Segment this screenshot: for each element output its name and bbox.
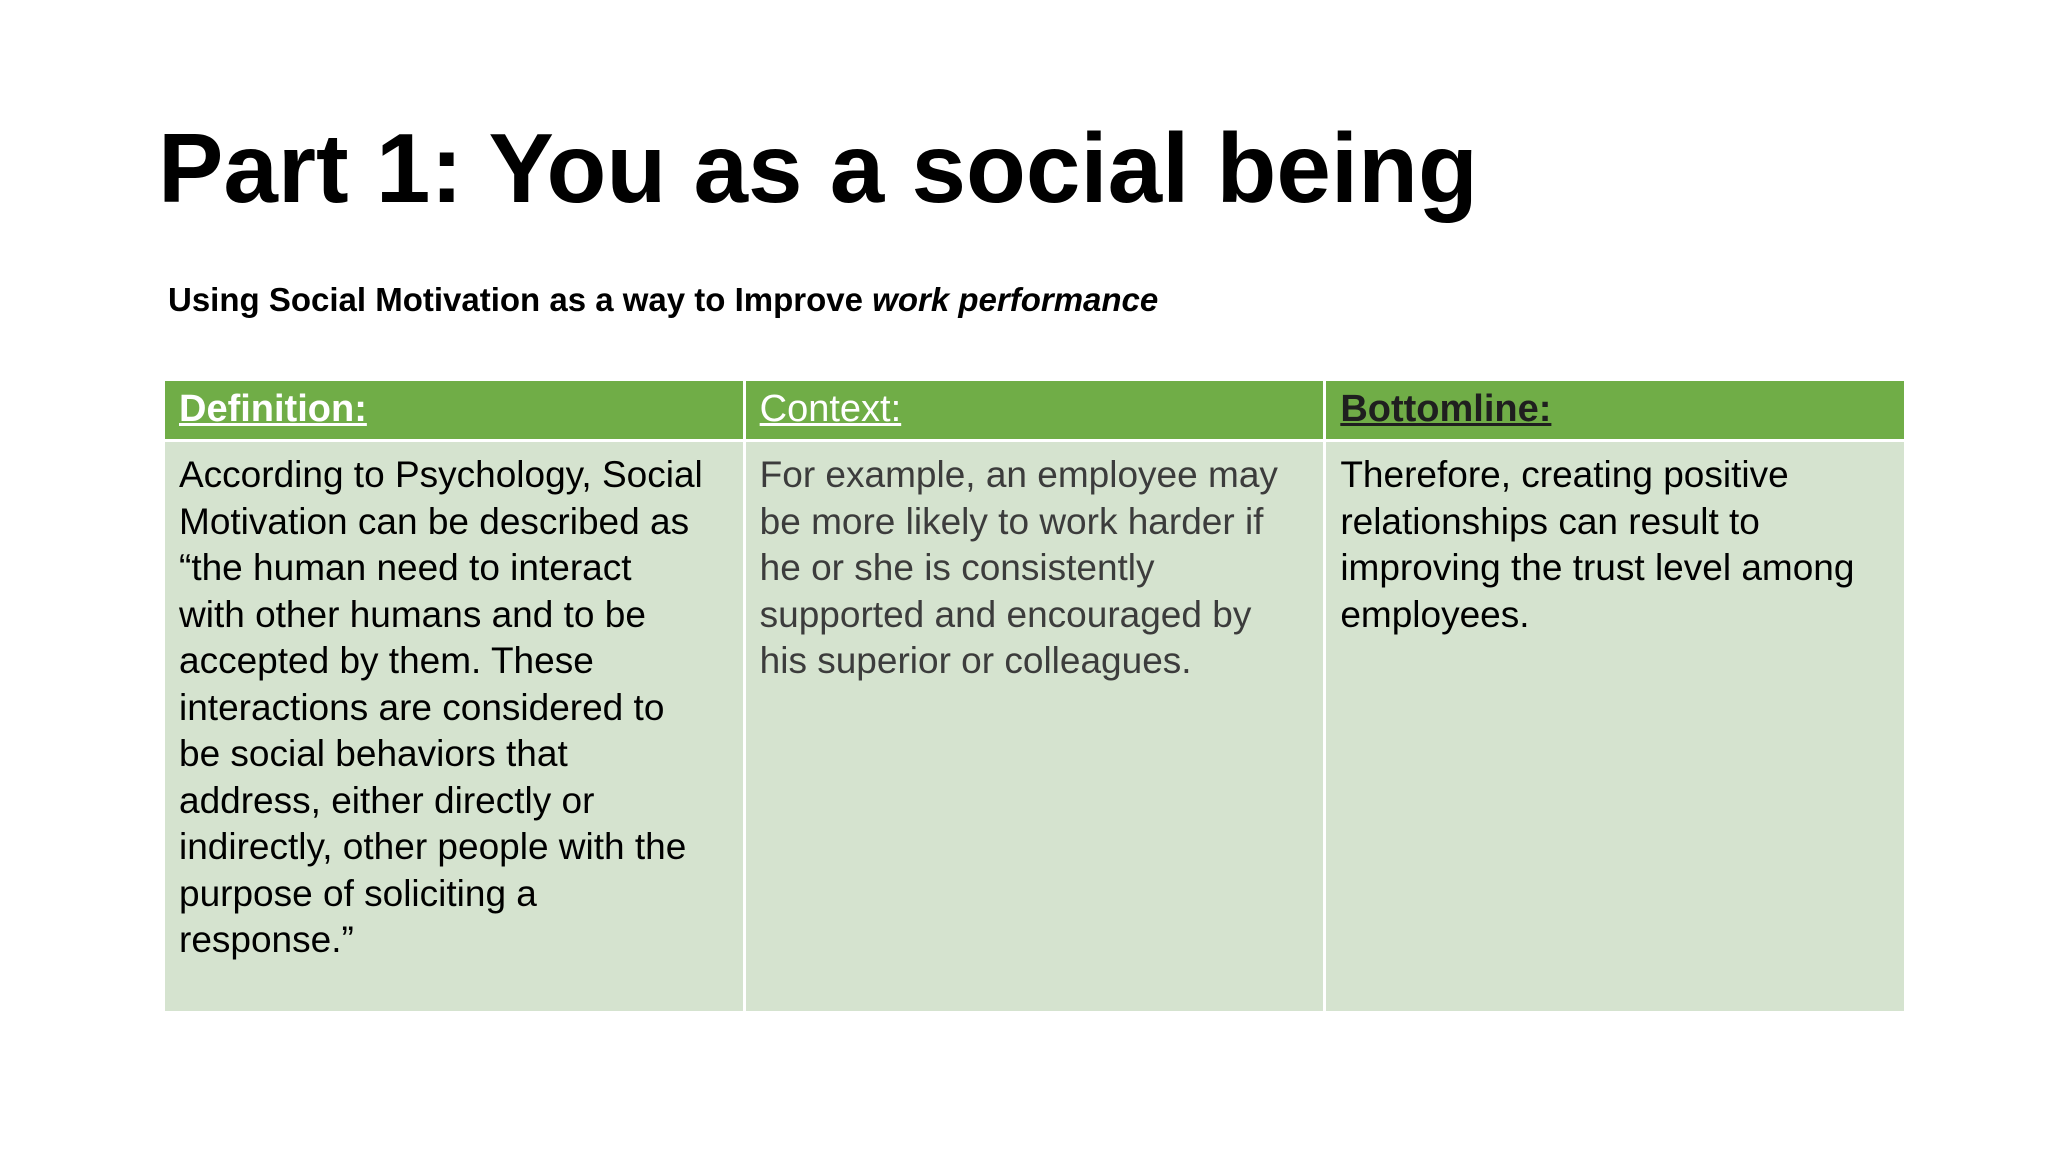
cell-bottomline (1325, 441, 1906, 1013)
definition-line: accepted by them. These (179, 640, 594, 681)
info-table (162, 378, 1907, 1014)
slide-title: Part 1: You as a social being (158, 113, 1478, 223)
definition-line: with other humans and to be (179, 593, 646, 635)
definition-line: interactions are considered to (179, 686, 665, 728)
bottomline-line: relationships can result to (1340, 500, 1760, 542)
subtitle-emphasis: work performance (872, 281, 1159, 318)
context-line: he or she is consistently (759, 547, 1155, 588)
header-context: Context: (744, 380, 1325, 441)
definition-line: Motivation can be described as (179, 500, 690, 542)
bottomline-line: employees. (1340, 593, 1530, 635)
bottomline-line: improving the trust level among (1340, 547, 1855, 588)
definition-line: “the human need to interact (179, 547, 632, 588)
context-line: supported and encouraged by (759, 593, 1252, 635)
table-header-row (164, 380, 1906, 441)
definition-line: According to Psychology, Social (179, 454, 703, 495)
context-line: be more likely to work harder if (759, 500, 1264, 542)
bottomline-line: Therefore, creating positive (1340, 454, 1789, 495)
definition-line: address, either directly or (179, 779, 595, 821)
subtitle-text: Using Social Motivation as a way to Improve (168, 281, 873, 318)
slide-subtitle (168, 280, 1158, 320)
table-row (164, 441, 1906, 1013)
definition-line: be social behaviors that (179, 733, 568, 774)
context-line: For example, an employee may (759, 454, 1278, 495)
header-bottomline: Bottomline: (1325, 380, 1906, 441)
header-definition: Definition: (164, 380, 745, 441)
definition-line: purpose of soliciting a (179, 872, 537, 914)
cell-context (744, 441, 1325, 1013)
cell-definition (164, 441, 745, 1013)
definition-line: response.” (179, 919, 354, 960)
context-line: his superior or colleagues. (759, 640, 1192, 681)
definition-line: indirectly, other people with the (179, 826, 687, 867)
